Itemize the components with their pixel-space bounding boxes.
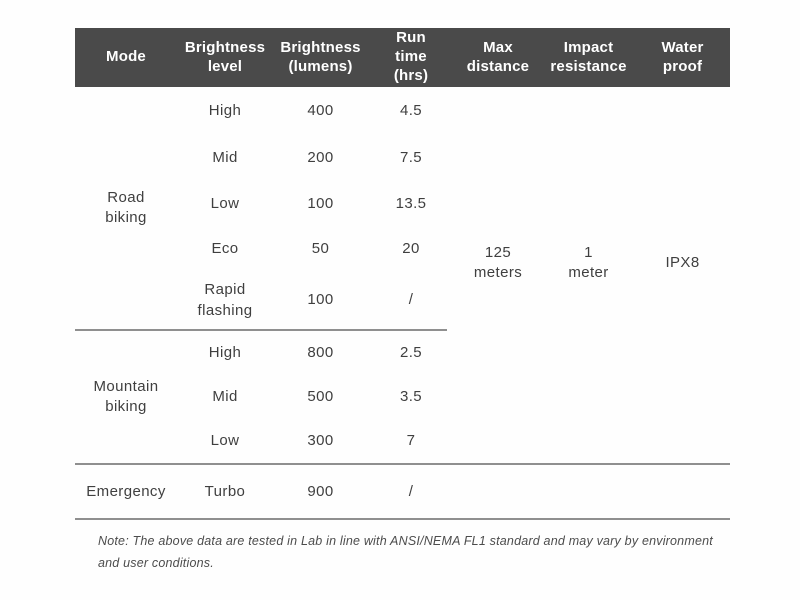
cell-level (177, 135, 273, 181)
table-row (177, 181, 454, 227)
header-max-distance (454, 28, 542, 87)
lumens-value: 100 (307, 291, 334, 309)
cell-runtime (368, 465, 454, 519)
cell-runtime (368, 375, 454, 419)
section-rows (177, 87, 454, 329)
section-rows (177, 331, 454, 463)
header-impact-resistance-label: Impact resistance (550, 38, 627, 75)
level-value: Turbo (204, 482, 246, 500)
header-brightness-level-label: Brightness level (184, 38, 266, 75)
header-brightness-lumens-label: Brightness (lumens) (280, 38, 361, 75)
table-row (177, 272, 454, 329)
header-mode (75, 28, 177, 87)
level-value: Mid (212, 148, 238, 166)
cell-lumens (273, 181, 368, 227)
runtime-value: 13.5 (395, 194, 427, 212)
header-run-time-label: Run time (hrs) (393, 29, 429, 84)
merged-cell-max-distance (454, 87, 542, 439)
level-value: Rapid flashing (197, 281, 253, 319)
mode-cell-mountain-biking (75, 331, 177, 463)
lumens-value: 800 (307, 343, 334, 361)
cell-runtime (368, 227, 454, 272)
cell-runtime (368, 87, 454, 135)
table-row (177, 465, 454, 519)
cell-runtime (368, 272, 454, 329)
header-brightness-level (177, 28, 273, 87)
cell-lumens (273, 375, 368, 419)
table-row (177, 419, 454, 463)
merged-cell-impact-resistance (542, 87, 635, 439)
cell-lumens (273, 465, 368, 519)
table-row (177, 375, 454, 419)
lumens-value: 50 (311, 240, 330, 258)
cell-lumens (273, 87, 368, 135)
level-value: High (208, 101, 242, 119)
cell-level (177, 227, 273, 272)
section-emergency (75, 465, 454, 519)
table-header-row (75, 28, 730, 87)
header-water-proof (635, 28, 730, 87)
impact-resistance-value: 1 meter (568, 243, 609, 281)
level-value: Low (210, 431, 240, 449)
cell-level (177, 465, 273, 519)
cell-level (177, 272, 273, 329)
header-mode-label: Mode (106, 48, 146, 66)
runtime-value: 7 (406, 431, 416, 449)
cell-lumens (273, 227, 368, 272)
lumens-value: 900 (307, 482, 334, 500)
cell-level (177, 87, 273, 135)
level-value: Mid (212, 387, 238, 405)
section-rows (177, 465, 454, 519)
level-value: Low (210, 194, 240, 212)
table-row (177, 331, 454, 375)
runtime-value: / (408, 291, 414, 309)
lumens-value: 500 (307, 387, 334, 405)
divider-road-mountain (75, 329, 447, 331)
level-value: High (208, 343, 242, 361)
section-road-biking (75, 87, 454, 329)
runtime-value: / (408, 482, 414, 500)
runtime-value: 7.5 (399, 148, 423, 166)
mode-label-emergency: Emergency (86, 482, 166, 500)
header-run-time (368, 28, 454, 87)
lumens-value: 100 (307, 194, 334, 212)
mode-cell-emergency (75, 465, 177, 519)
cell-lumens (273, 272, 368, 329)
cell-level (177, 181, 273, 227)
table-row (177, 227, 454, 272)
table-row (177, 87, 454, 135)
cell-level (177, 375, 273, 419)
lumens-value: 200 (307, 148, 334, 166)
divider-emergency-note (75, 518, 730, 520)
lumens-value: 300 (307, 431, 334, 449)
max-distance-value: 125 meters (473, 243, 523, 281)
water-proof-value: IPX8 (665, 253, 700, 271)
mode-cell-road-biking (75, 87, 177, 329)
cell-runtime (368, 181, 454, 227)
header-brightness-lumens (273, 28, 368, 87)
cell-runtime (368, 135, 454, 181)
runtime-value: 20 (402, 240, 420, 258)
runtime-value: 3.5 (399, 387, 423, 405)
runtime-value: 4.5 (399, 101, 423, 119)
cell-lumens (273, 135, 368, 181)
header-impact-resistance (542, 28, 635, 87)
section-mountain-biking (75, 331, 454, 463)
cell-runtime (368, 331, 454, 375)
cell-lumens (273, 419, 368, 463)
mode-label-road-biking: Road biking (105, 188, 147, 226)
table-row (177, 135, 454, 181)
merged-cell-water-proof (635, 87, 730, 439)
cell-runtime (368, 419, 454, 463)
cell-lumens (273, 331, 368, 375)
footnote: Note: The above data are tested in Lab in line with ANSI/NEMA FL1 standard and may vary by environment and user conditions. (98, 534, 713, 570)
mode-label-mountain-biking: Mountain biking (93, 377, 159, 415)
cell-level (177, 331, 273, 375)
header-water-proof-label: Water proof (661, 38, 704, 75)
level-value: Eco (211, 240, 239, 258)
header-max-distance-label: Max distance (466, 38, 530, 75)
divider-mountain-emergency (75, 463, 730, 465)
lumens-value: 400 (307, 101, 334, 119)
cell-level (177, 419, 273, 463)
runtime-value: 2.5 (399, 343, 423, 361)
